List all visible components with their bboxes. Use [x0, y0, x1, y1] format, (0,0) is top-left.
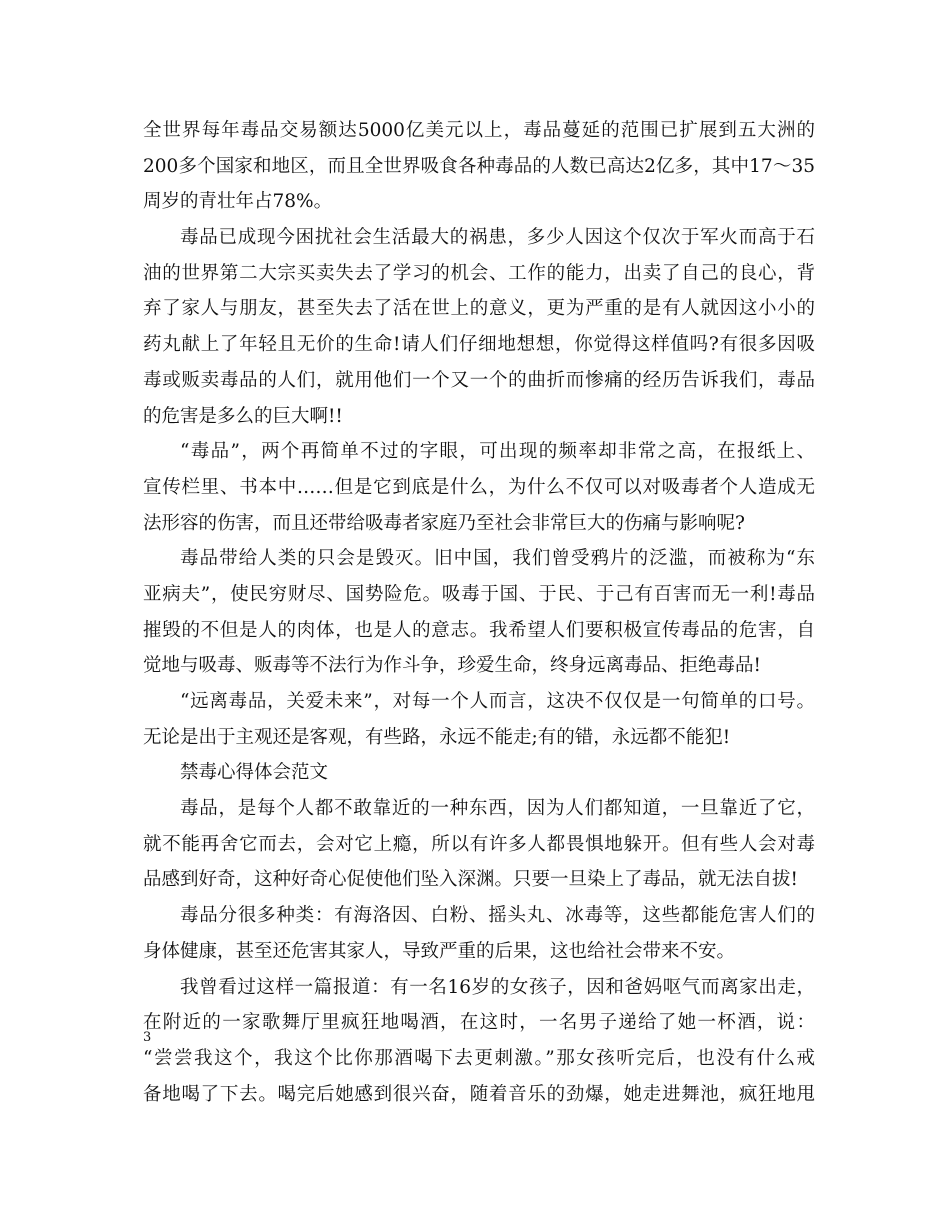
text-line: 200多个国家和地区，而且全世界吸食各种毒品的人数已高达2亿多，其中17～35 [143, 155, 815, 177]
text-line: 毒品已成现今困扰社会生活最大的祸患，多少人因这个仅次于军火而高于石 [180, 227, 815, 249]
text-line: 就不能再舍它而去，会对它上瘾，所以有许多人都畏惧地躲开。但有些人会对毒 [143, 833, 815, 855]
text-line: 品感到好奇，这种好奇心促使他们坠入深渊。只要一旦染上了毒品，就无法自拔! [143, 869, 798, 891]
document-body [143, 113, 815, 1112]
text-line: 法形容的伤害，而且还带给吸毒者家庭乃至社会非常巨大的伤痛与影响呢? [143, 512, 745, 534]
text-line: 全世界每年毒品交易额达5000亿美元以上，毒品蔓延的范围已扩展到五大洲的 [143, 120, 815, 141]
text-line: 备地喝了下去。喝完后她感到很兴奋，随着音乐的劲爆，她走进舞池，疯狂地甩 [143, 1083, 815, 1105]
text-line: 禁毒心得体会范文 [180, 762, 329, 784]
text-line: 毒品分很多种类：有海洛因、白粉、摇头丸、冰毒等，这些都能危害人们的 [180, 905, 815, 927]
text-line: 油的世界第二大宗买卖失去了学习的机会、工作的能力，出卖了自己的良心，背 [143, 262, 815, 284]
text-line: 药丸献上了年轻且无价的生命!请人们仔细地想想，你觉得这样值吗?有很多因吸 [143, 334, 815, 356]
text-line: 毒或贩卖毒品的人们，就用他们一个又一个的曲折而惨痛的经历告诉我们，毒品 [143, 369, 815, 391]
text-line: 在附近的一家歌舞厅里疯狂地喝酒，在这时，一名男子递给了她一杯酒，说： [143, 1012, 815, 1034]
text-line: “毒品”，两个再简单不过的字眼，可出现的频率却非常之高，在报纸上、 [180, 441, 815, 463]
text-line: 亚病夫”，使民穷财尽、国势险危。吸毒于国、于民、于己有百害而无一利!毒品 [143, 583, 815, 605]
text-line: 弃了家人与朋友，甚至失去了活在世上的意义，更为严重的是有人就因这小小的 [143, 298, 815, 320]
text-line: 毒品，是每个人都不敢靠近的一种东西，因为人们都知道，一旦靠近了它， [180, 798, 815, 820]
text-line: 觉地与吸毒、贩毒等不法行为作斗争，珍爱生命，终身远离毒品、拒绝毒品! [143, 655, 761, 677]
text-line: 身体健康，甚至还危害其家人，导致严重的后果，这也给社会带来不安。 [143, 940, 736, 962]
text-line: 毒品带给人类的只会是毁灭。旧中国，我们曾受鸦片的泛滥，而被称为“东 [180, 548, 815, 570]
text-line: “尝尝我这个，我这个比你那酒喝下去更刺激。”那女孩听完后，也没有什么戒 [143, 1047, 815, 1069]
text-line: “远离毒品，关爱未来”，对每一个人而言，这决不仅仅是一句简单的口号。 [180, 691, 815, 712]
page-number: 3 [143, 1030, 152, 1045]
text-line: 我曾看过这样一篇报道：有一名16岁的女孩子，因和爸妈呕气而离家出走， [180, 976, 815, 998]
text-line: 的危害是多么的巨大啊!! [143, 405, 343, 427]
text-line: 宣传栏里、书本中……但是它到底是什么，为什么不仅可以对吸毒者个人造成无 [143, 476, 815, 498]
text-line: 摧毁的不但是人的肉体，也是人的意志。我希望人们要积极宣传毒品的危害，自 [143, 619, 815, 641]
text-line: 无论是出于主观还是客观，有些路，永远不能走;有的错，永远都不能犯! [143, 726, 731, 748]
text-line: 周岁的青壮年占78%。 [143, 191, 333, 213]
